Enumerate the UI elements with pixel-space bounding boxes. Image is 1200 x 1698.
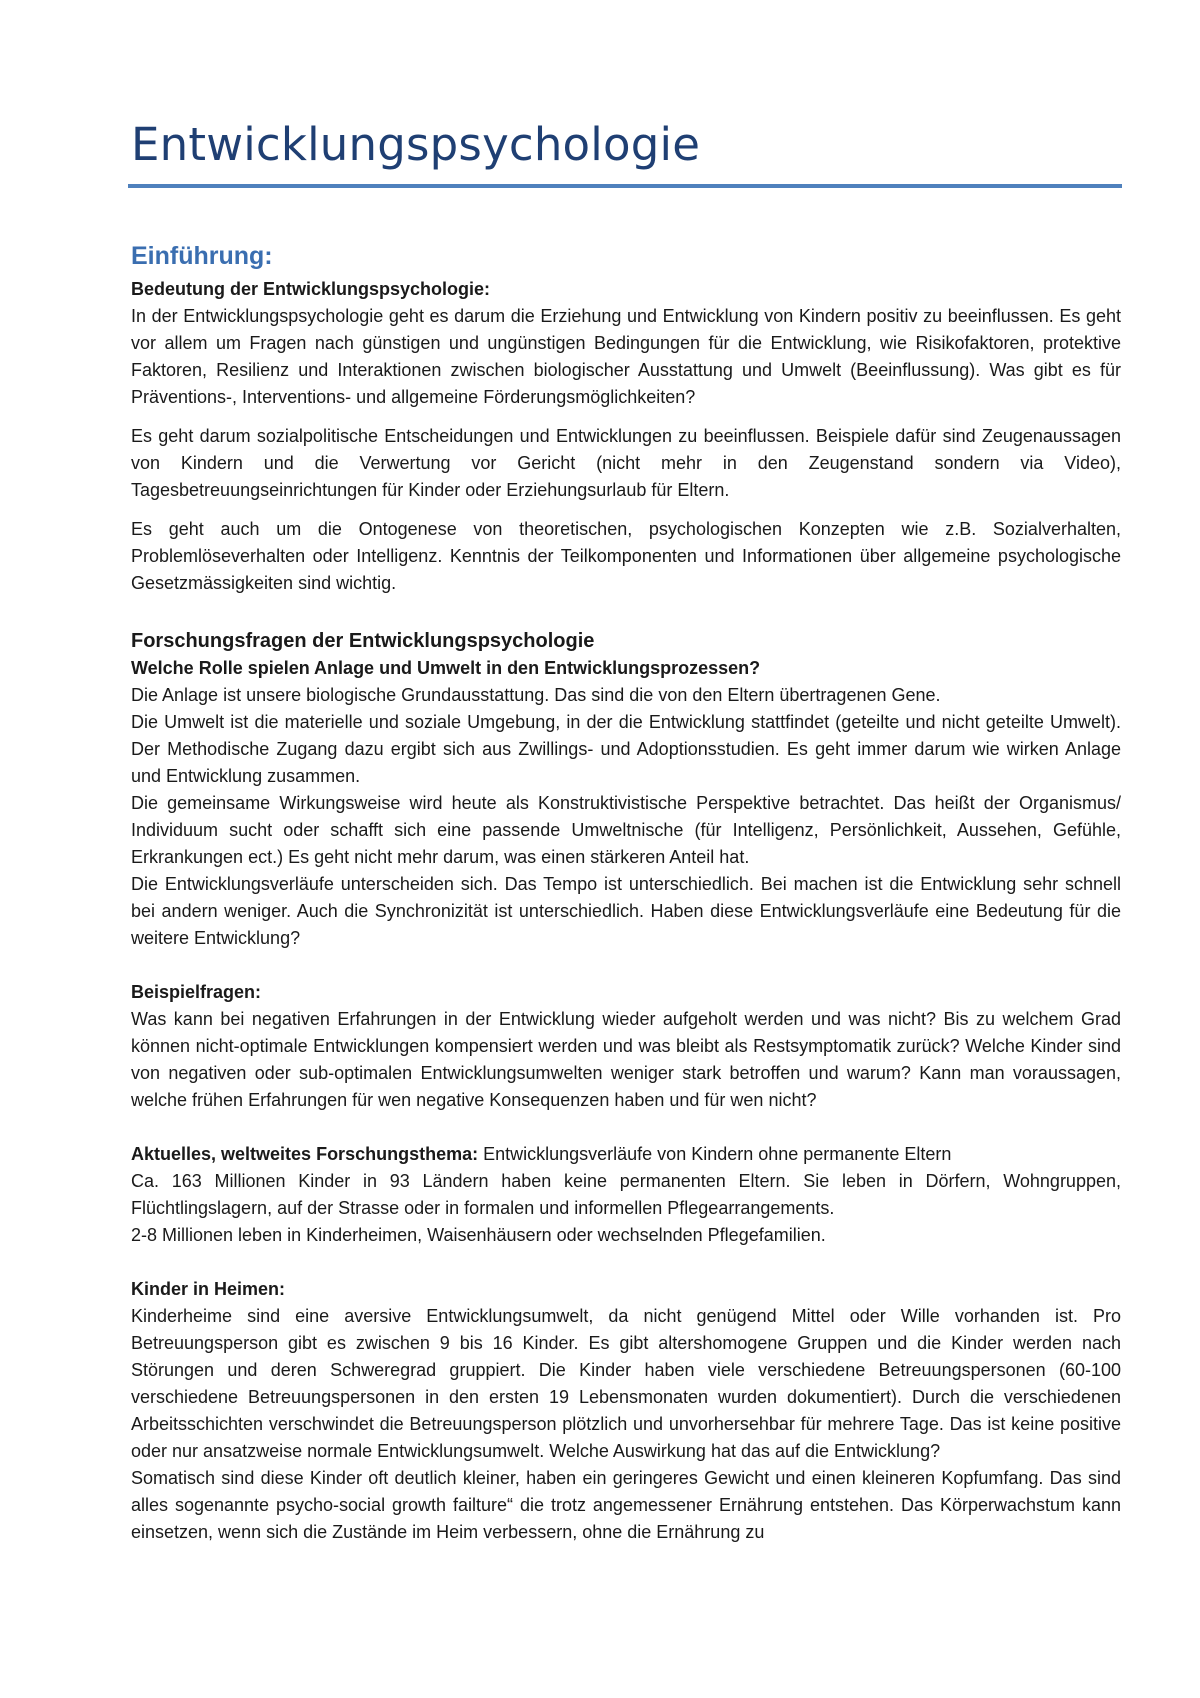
- intro-heading: Einführung:: [131, 242, 273, 270]
- current-topic-label: Aktuelles, weltweites Forschungsthema:: [131, 1144, 479, 1164]
- current-topic-line: [131, 1141, 1121, 1168]
- homes-label: Kinder in Heimen:: [131, 1279, 286, 1299]
- document-title: Entwicklungspsychologie: [131, 118, 701, 171]
- homes-paragraph-1: Kinderheime sind eine aversive Entwicklungsumwelt, da nicht genügend Mittel oder Wille vorhanden ist. Pro Betreuungsperson gibt es zwischen 9 bis 16 Kinder. Es gibt altershomogene Gruppen und die Kinder werden nach Störungen und deren Schweregrad gruppiert. Die Kinder haben viele verschiedene Betreuungspersonen (60-100 verschiedene Betreuungspersonen in den ersten 19 Lebensmonaten wurden dokumentiert). Durch die verschiedenen Arbeitsschichten verschwindet die Betreuungsperson plötzlich und unvorhersehbar für mehrere Tage. Das ist keine positive oder nur ansatzweise normale Entwicklungsumwelt. Welche Auswirkung hat das auf die Entwicklung?: [131, 1306, 1121, 1461]
- research-paragraph-2: Die Umwelt ist die materielle und soziale Umgebung, in der die Entwicklung stattfindet (geteilte und nicht geteilte Umwelt). Der Methodische Zugang dazu ergibt sich aus Zwillings- und Adoptionsstudien. Es geht immer darum wie wirken Anlage und Entwicklung zusammen.: [131, 712, 1121, 786]
- title-underline: [128, 184, 1122, 188]
- document-body: [131, 238, 1121, 1546]
- intro-paragraph-2: Es geht darum sozialpolitische Entscheidungen und Entwicklungen zu beeinflussen. Beispiele dafür sind Zeugenaussagen von Kindern und die Verwertung vor Gericht (nicht mehr in den Zeugenstand sondern via Video), Tagesbetreuungseinrichtungen für Kinder oder Erziehungsurlaub für Eltern.: [131, 426, 1121, 500]
- examples-label: Beispielfragen:: [131, 982, 262, 1002]
- intro-paragraph-3: Es geht auch um die Ontogenese von theoretischen, psychologischen Konzepten wie z.B. Sozialverhalten, Problemlöseverhalten oder Intelligenz. Kenntnis der Teilkomponenten und Informationen über allgemeine psychologische Gesetzmässigkeiten sind wichtig.: [131, 519, 1121, 593]
- research-heading: Forschungsfragen der Entwicklungspsychologie: [131, 630, 595, 652]
- research-paragraph-3: Die gemeinsame Wirkungsweise wird heute als Konstruktivistische Perspektive betrachtet. Das heißt der Organismus/ Individuum sucht oder schafft sich eine passende Umweltnische (für Intelligenz, Persönlichkeit, Aussehen, Gefühle, Erkrankungen ect.) Es geht nicht mehr darum, was einen stärkeren Anteil hat.: [131, 793, 1121, 867]
- current-topic-title: Entwicklungsverläufe von Kindern ohne permanente Eltern: [478, 1144, 952, 1164]
- intro-paragraph-1: In der Entwicklungspsychologie geht es darum die Erziehung und Entwicklung von Kindern positiv zu beeinflussen. Es geht vor allem um Fragen nach günstigen und ungünstigen Bedingungen für die Entwicklung, wie Risikofaktoren, protektive Faktoren, Resilienz und Interaktionen zwischen biologischer Ausstattung und Umwelt (Beeinflussung). Was gibt es für Präventions-, Interventions- und allgemeine Förderungsmöglichkeiten?: [131, 306, 1121, 407]
- current-paragraph-1: Ca. 163 Millionen Kinder in 93 Ländern haben keine permanenten Eltern. Sie leben in Dörfern, Wohngruppen, Flüchtlingslagern, auf der Strasse oder in formalen und informellen Pflegearrangements.: [131, 1171, 1121, 1218]
- research-question: Welche Rolle spielen Anlage und Umwelt in den Entwicklungsprozessen?: [131, 658, 761, 678]
- research-paragraph-4: Die Entwicklungsverläufe unterscheiden sich. Das Tempo ist unterschiedlich. Bei machen ist die Entwicklung sehr schnell bei andern weniger. Auch die Synchronizität ist unterschiedlich. Haben diese Entwicklungsverläufe eine Bedeutung für die weitere Entwicklung?: [131, 874, 1121, 948]
- homes-paragraph-2: Somatisch sind diese Kinder oft deutlich kleiner, haben ein geringeres Gewicht und einen kleineren Kopfumfang. Das sind alles sogenannte psycho-social growth failture“ die trotz angemessener Ernährung entstehen. Das Körperwachstum kann einsetzen, wenn sich die Zustände im Heim verbessern, ohne die Ernährung zu: [131, 1468, 1121, 1542]
- intro-subheading: Bedeutung der Entwicklungspsychologie:: [131, 279, 491, 299]
- examples-text: Was kann bei negativen Erfahrungen in der Entwicklung wieder aufgeholt werden und was nicht? Bis zu welchem Grad können nicht-optimale Entwicklungen kompensiert werden und was bleibt als Restsymptomatik zurück? Welche Kinder sind von negativen oder sub-optimalen Entwicklungsumwelten weniger stark betroffen und warum? Kann man voraussagen, welche frühen Erfahrungen für wen negative Konsequenzen haben und für wen nicht?: [131, 1009, 1121, 1110]
- current-paragraph-2: 2-8 Millionen leben in Kinderheimen, Waisenhäusern oder wechselnden Pflegefamilien.: [131, 1225, 826, 1245]
- research-paragraph-1: Die Anlage ist unsere biologische Grundausstattung. Das sind die von den Eltern übertragenen Gene.: [131, 685, 941, 705]
